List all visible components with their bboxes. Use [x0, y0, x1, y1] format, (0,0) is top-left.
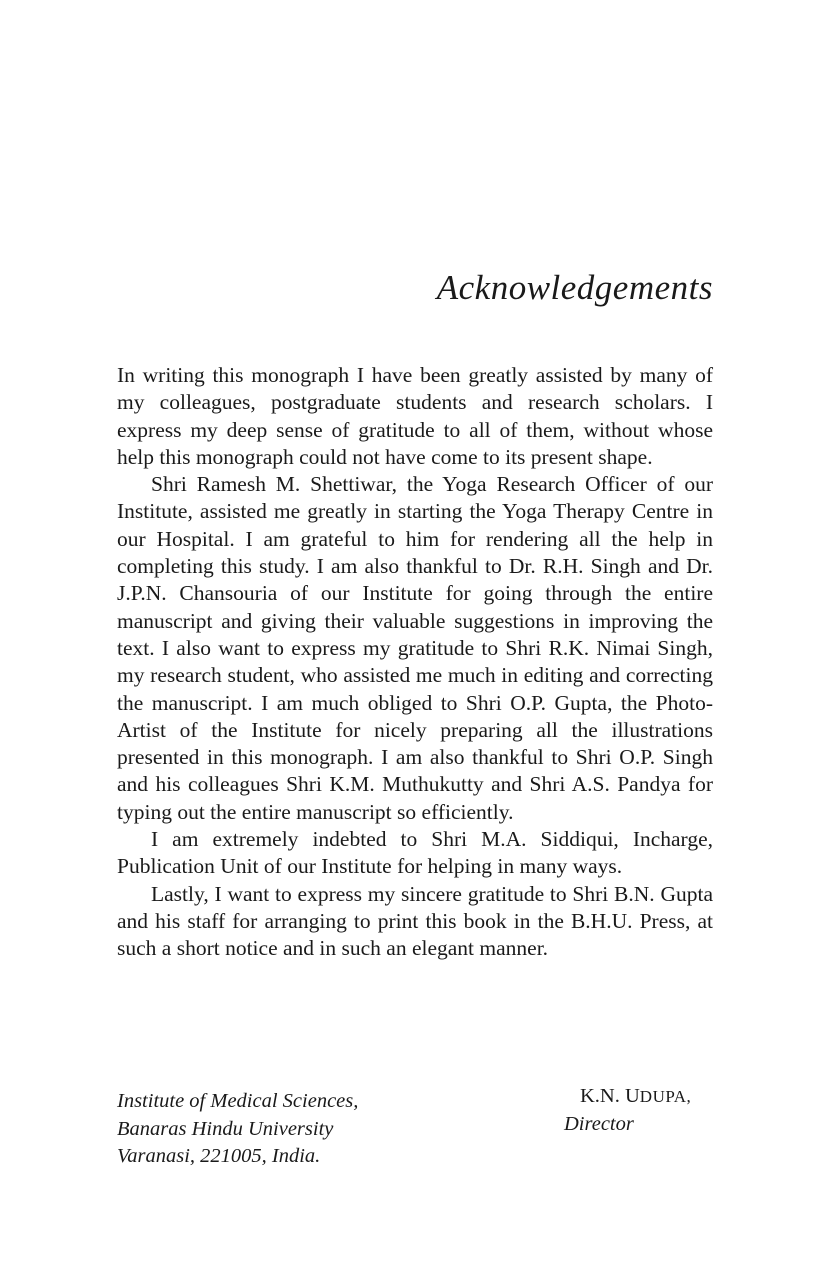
author-initials: K.N. U: [580, 1085, 640, 1107]
institute-address: [117, 1088, 358, 1171]
acknowledgement-body: [117, 362, 713, 963]
paragraph-1: In writing this monograph I have been greatly assisted by many of my colleagues, postgraduate students and research scholars. I express my deep sense of gratitude to all of them, without whose help this monograph could not have come to its present shape.: [117, 363, 713, 469]
signature-block: [564, 1083, 691, 1138]
author-name: [564, 1083, 691, 1111]
page-title: Acknowledgements: [436, 268, 713, 307]
address-line-2: Banaras Hindu University: [117, 1117, 334, 1140]
paragraph-4: Lastly, I want to express my sincere gratitude to Shri B.N. Gupta and his staff for arranging to print this book in the B.H.U. Press, at such a short notice and in such an elegant manner.: [117, 881, 713, 961]
address-line-1: Institute of Medical Sciences,: [117, 1090, 359, 1112]
paragraph-2: Shri Ramesh M. Shettiwar, the Yoga Research Officer of our Institute, assisted me greatly in starting the Yoga Therapy Centre in our Hospital. I am grateful to him for rendering all the help in completing this study. I am also thankful to Dr. R.H. Singh and Dr. J.P.N. Chansouria of our Institute for going through the entire manuscript and giving their valuable suggestions in improving the text. I also want to express my gratitude to Shri R.K. Nimai Singh, my research student, who assisted me much in editing and correcting the manuscript. I am much obliged to Shri O.P. Gupta, the Photo-Artist of the Institute for nicely preparing all the illustrations presented in this monograph. I am also thankful to Shri O.P. Singh and his colleagues Shri K.M. Muthukutty and Shri A.S. Pandya for typing out the entire manuscript so efficiently.: [117, 472, 713, 824]
paragraph-3: I am extremely indebted to Shri M.A. Siddiqui, Incharge, Publication Unit of our Institute for helping in many ways.: [117, 827, 713, 879]
author-surname: DUPA,: [639, 1087, 692, 1106]
author-role: Director: [564, 1112, 634, 1135]
address-line-3: Varanasi, 221005, India.: [117, 1145, 321, 1167]
